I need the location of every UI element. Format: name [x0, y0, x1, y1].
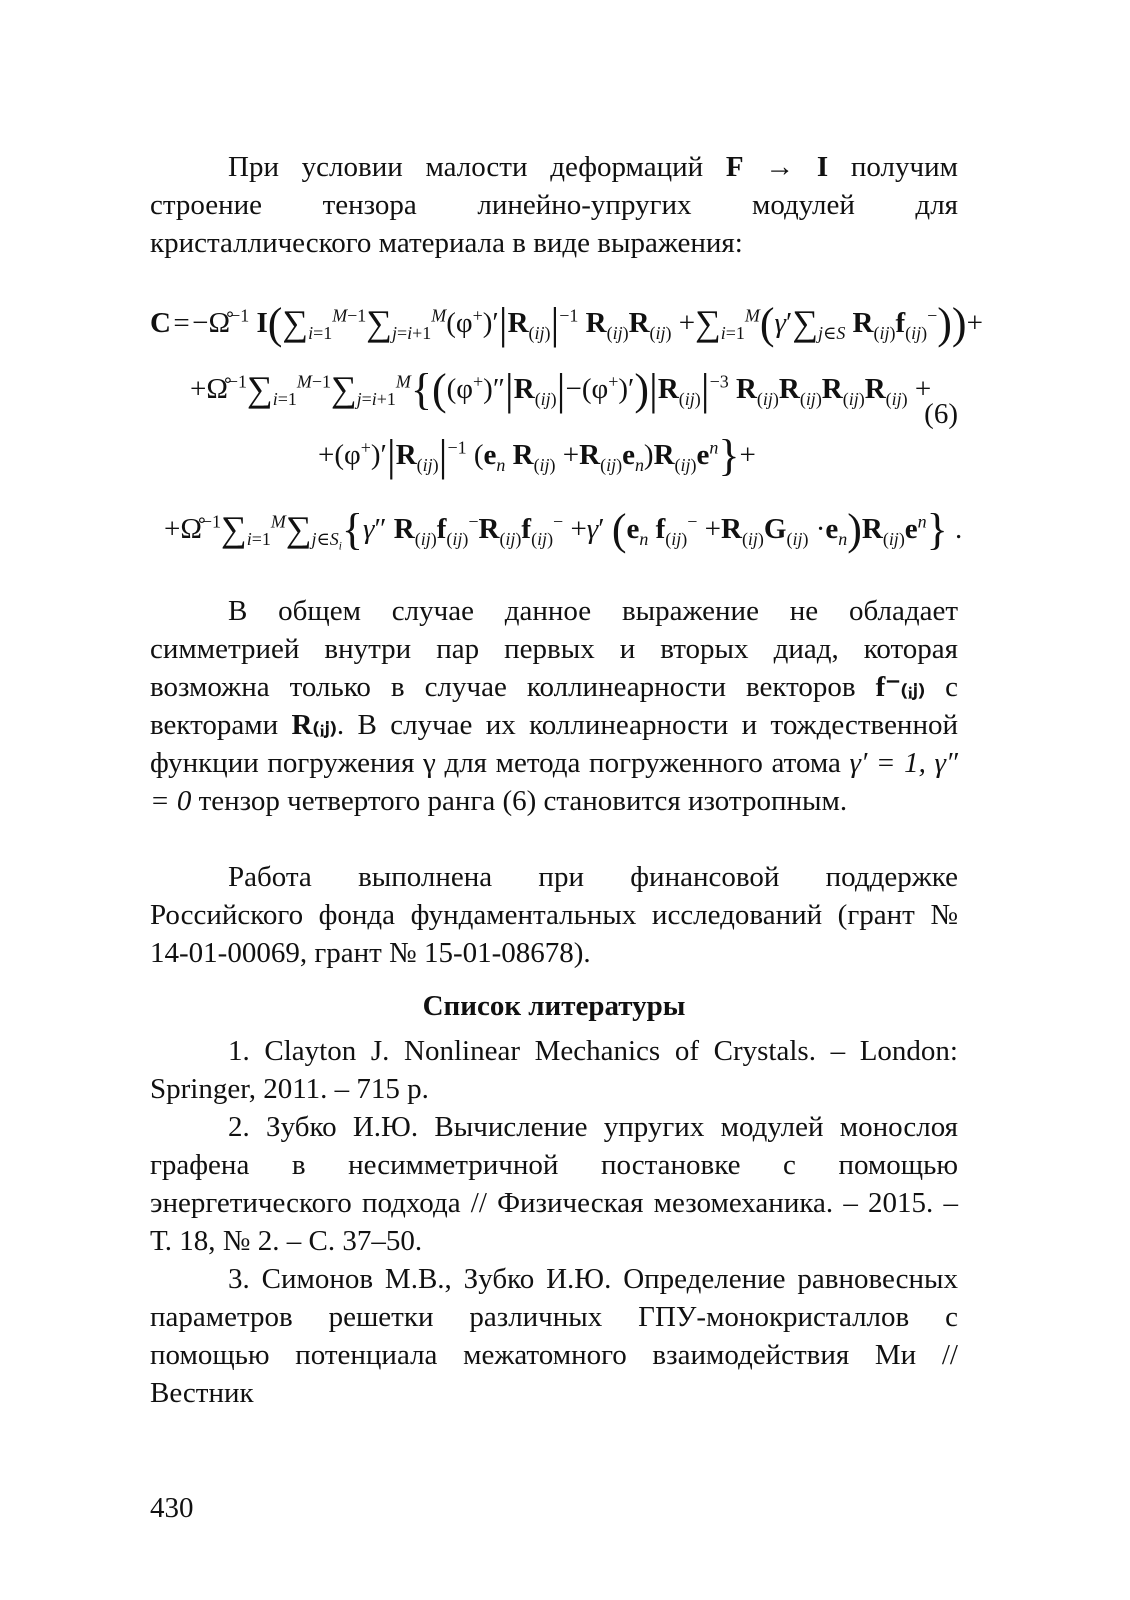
equation-line-4: $+\Omegå^{-1}\sum_{i=1}^M\sum_{j\in S_i}\{\gamma''$ $R_{(ij)}f_{(ij)}^-R_{(ij)}f_{(ij)}^- +\gamma'$ ($e_n$ $f_{(ij)}^- +R_{(ij)}G_{(ij)} \cdot e_n)R_{(ij)}e^n$} . — [164, 505, 963, 554]
equation-line-3: $+(\varphi^+)'|R_{(ij)}|^{-1}$ ($e_n$ $R_{(ij)} +R_{(ij)}e_n)R_{(ij)}e^n\}+$ — [318, 431, 756, 480]
acknowledgment-paragraph: Работа выполнена при финансовой поддержке Российского фонда фундаментальных исследований (грант № 14-01-00069, грант № 15-01-08678). — [150, 861, 958, 969]
reference-item-2: 2. Зубко И.Ю. Вычисление упругих модулей монослоя графена в несимметричной постановке с помощью энергетического подхода // Физическая мезомеханика. – 2015. – Т. 18, № 2. – С. 37–50. — [150, 1111, 958, 1257]
vector-r: R₍ᵢⱼ₎ — [291, 709, 337, 741]
gamma-condition: γ′ = 1, γ″ = 0 — [150, 747, 958, 817]
intro-paragraph — [150, 148, 958, 262]
intro-text-after: получим строение тензора линейно-упругих модулей для кристаллического материала в виде выражения: — [150, 151, 958, 259]
equation-line-1: C = −Ω̊$^{-1}$ $I(\sum_{i=1}^{M-1}\sum_{j=i+1}^M(\varphi^+)'|R_{(ij)}|^{-1}$ $R_{(ij)}R_{(ij)} +\sum_{i=1}^M(\gamma'\sum_{j\in S}$ $R_{(ij)}f_{(ij)}^-))+$ — [150, 299, 983, 348]
discussion-text-3: . В случае их коллинеарности и тождественной функции погружения γ для метода погруженного атома — [150, 709, 958, 779]
intro-formula: F → I — [725, 151, 829, 183]
discussion-paragraph — [150, 592, 958, 820]
reference-item-3: 3. Симонов М.В., Зубко И.Ю. Определение равновесных параметров решетки различных ГПУ-монокристаллов с помощью потенциала межатомного взаимодействия Ми // Вестник — [150, 1263, 958, 1409]
discussion-text-2: с векторами — [150, 671, 959, 741]
discussion-text-4: тензор четвертого ранга (6) становится изотропным. — [191, 785, 848, 817]
equation-number: (6) — [924, 398, 958, 430]
intro-text-before: При условии малости деформаций — [228, 151, 726, 183]
vector-f: f⁻₍ᵢⱼ₎ — [875, 671, 926, 703]
page-body — [150, 148, 983, 1412]
discussion-text-1: В общем случае данное выражение не обладает симметрией внутри пар первых и вторых диад, которая возможна только в случае коллинеарности векторов — [150, 595, 958, 703]
page-number: 430 — [150, 1492, 194, 1524]
equation-line-2: $+\Omegå^{-1}\sum_{i=1}^{M-1}\sum_{j=i+1}^M\{((\varphi^+)''|R_{(ij)}|-(\varphi^+)')|R_{(ij)}|^{-3}$ $R_{(ij)}R_{(ij)}R_{(ij)}R_{(ij)}$ + — [190, 365, 932, 414]
reference-item-1: 1. Clayton J. Nonlinear Mechanics of Crystals. – London: Springer, 2011. – 715 p. — [150, 1035, 958, 1105]
equation-6 — [150, 280, 983, 570]
references-heading: Список литературы — [422, 990, 686, 1022]
